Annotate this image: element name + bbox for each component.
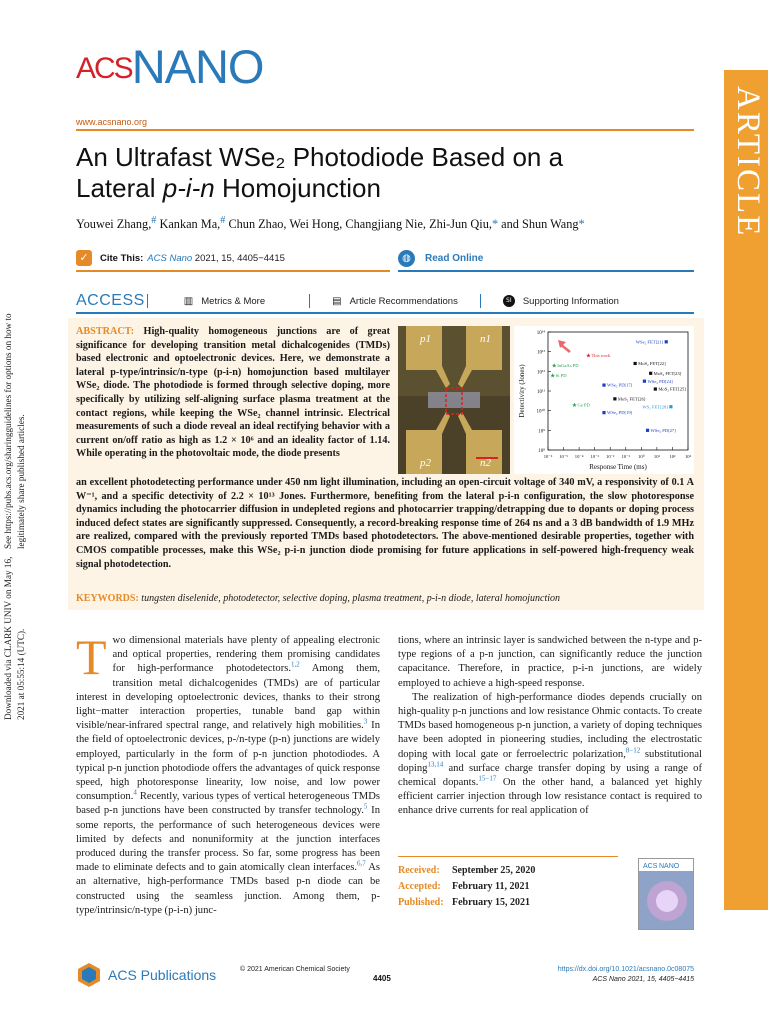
acs-publications-icon <box>76 962 102 988</box>
right-paragraph-1: tions, where an intrinsic layer is sandwiched between the n-type and p-type regions of a p-n junction, can significantly reduce the junction capacitance. Therefore, in practice, p-i-n junctions, are widely employed to achieve a high-speed response. <box>398 635 702 689</box>
logo-nano: NANO <box>131 40 264 93</box>
right-text-1: The realization of high-performance diodes depends crucially on high-quality p-n junctions and low resistance Ohmic contacts. To create TMDs based homogeneous p-n junction, a variety of doping techniques have been adopted in pioneering studies, including the electrostatic doping with local gate or ferroelectric polarization, <box>398 691 702 760</box>
data-point <box>665 340 668 343</box>
data-point-label: MoS₂ FET[25] <box>658 386 686 392</box>
y-tick-label: 10¹⁰ <box>536 409 545 415</box>
keywords-label: KEYWORDS: <box>76 593 139 604</box>
supporting-info-button[interactable] <box>503 295 619 307</box>
abstract-narrow <box>76 325 390 461</box>
data-point <box>634 362 637 365</box>
title-line2-b: Homojunction <box>214 173 381 203</box>
bar-chart-icon: ▥ <box>183 295 194 307</box>
data-point-label: MoS₂ FET[23] <box>653 370 682 376</box>
data-point: ★ <box>549 372 556 380</box>
data-point <box>649 372 652 375</box>
read-online-label: Read Online <box>425 252 484 264</box>
data-point-label: MoS₂ FET[22] <box>638 361 666 367</box>
x-tick-label: 10⁻⁴ <box>574 454 584 459</box>
data-point: ★ <box>585 352 592 360</box>
left-text-4: Recently, various types of vertical heterogeneous TMDs based p-n junctions have been constructed by transfer technology. <box>76 791 380 817</box>
footer-citation: ACS Nano 2021, 15, 4405−4415 <box>592 976 694 983</box>
y-tick-label: 10⁸ <box>538 449 545 454</box>
contact-label-p2: p2 <box>420 457 431 469</box>
body-left-column <box>76 629 380 918</box>
data-point <box>602 384 605 387</box>
article-type-label: ARTICLE <box>730 86 766 238</box>
recommendations-label: Article Recommendations <box>349 295 458 307</box>
data-point-label: WSe₂ PD[17] <box>607 382 633 388</box>
cite-label: Cite This: <box>100 252 144 264</box>
publication-dates <box>398 856 618 911</box>
author-group-3[interactable]: Chun Zhao, Wei Hong, Changjiang Nie, Zhi-Jun Qiu, <box>225 217 492 232</box>
document-icon: ▤ <box>332 295 342 307</box>
logo-acs: ACS <box>76 52 132 85</box>
data-point-label: WSe₂ PD[27] <box>650 427 676 433</box>
ref-link[interactable]: 6,7 <box>356 859 366 868</box>
ref-link[interactable]: 4 <box>133 788 137 797</box>
corresponding-author-mark-2[interactable]: * <box>578 217 585 232</box>
received-row <box>398 863 618 879</box>
title-line1: An Ultrafast WSe₂ Photodiode Based on a <box>76 142 564 172</box>
left-text-6: As an alternative, high-performance TMDs based p-n diode can be constructed using the seamless junction. Among them, p-type/intrinsic/n-type (p-i-n) junc- <box>76 862 380 916</box>
y-tick-label: 10¹⁴ <box>536 331 545 336</box>
contact-label-n1: n1 <box>480 333 491 345</box>
copyright: © 2021 American Chemical Society <box>240 966 350 973</box>
left-text-1: wo dimensional materials have plenty of appealing electronic and optical properties, rendering them promising candidates for high-performance photodetectors. <box>112 635 380 675</box>
y-tick-label: 10¹² <box>537 370 545 376</box>
cover-logo-acs: ACS <box>643 863 658 870</box>
page-number: 4405 <box>373 974 391 983</box>
data-point <box>602 411 605 414</box>
data-point-label: WSe₂ FET[21] <box>635 339 664 345</box>
globe-icon: ◍ <box>398 250 415 267</box>
left-text-2: Among them, transition metal dichalcogenides (TMDs) are of particular interest in developing optoelectronic devices, thanks to their strong light−matter interaction properties, tunable band gap within visible/near-infrared spectral range, and relatively high mobilities. <box>76 663 380 732</box>
right-text-2: substitutional doping <box>398 748 702 774</box>
right-text-4: On the other hand, a balanced yet highly efficient carrier injection through low resistance contact is required to enhance drive currents for real application of <box>398 777 702 817</box>
device-micrograph <box>398 326 510 474</box>
published-row <box>398 895 618 911</box>
detectivity-chart-svg <box>514 326 694 474</box>
x-tick-label: 10⁻² <box>606 454 615 459</box>
supporting-info-label: Supporting Information <box>522 295 619 307</box>
journal-website-link[interactable]: www.acsnano.org <box>76 117 148 127</box>
contact-label-n2: n2 <box>480 457 491 469</box>
data-point-label: WSe₂ PD[19] <box>607 410 633 416</box>
abstract-wide: an excellent photodetecting performance under 450 nm light illumination, including an open-circuit voltage of 340 mV, a responsivity of 0.1 A W⁻¹, and a specific detectivity of 2.2 × 10¹³ Jones. Furthermore, benefiting from the lateral p-i-n configuration, the slow photoresponse dynamics including the photocarrier diffusion in undepleted regions and photocarrier trapping/detrapping due to dopants or doping process induced defect states are significantly suppressed. Consequently, a record-breaking response time of 264 ns and a 3 dB bandwidth of 1.9 MHz are realized, compared with the previously reported TMDs based photodetectors. The above-mentioned desirable properties, together with CMOS compatible processes, make this WSe₂ p-i-n junction diode promising for future applications in self-powered high-frequency weak signal photodetection. <box>76 477 694 570</box>
body-right-column <box>398 634 702 819</box>
keywords <box>76 593 694 604</box>
data-point <box>643 380 646 383</box>
right-paragraph-2 <box>398 691 702 819</box>
download-notice-line2: See https://pubs.acs.org/sharingguidelines for options on how to legitimately share published articles. <box>3 312 26 549</box>
ref-link[interactable]: 8−12 <box>625 746 641 755</box>
x-tick-label: 10⁻⁵ <box>559 454 568 459</box>
data-point <box>669 405 672 408</box>
metrics-button[interactable] <box>184 296 265 307</box>
x-tick-label: 10² <box>669 454 676 459</box>
acs-publications-label: ACS Publications <box>108 967 217 983</box>
author-group-4[interactable]: and Shun Wang <box>498 217 579 232</box>
corresponding-author-mark[interactable]: * <box>491 217 499 232</box>
x-tick-label: 10¹ <box>653 454 660 459</box>
published-label: Published: <box>398 897 444 908</box>
download-notice-line1: Downloaded via CLARK UNIV on May 16, 2021 at 05:55:14 (UTC). <box>3 556 26 720</box>
data-point <box>646 429 649 432</box>
data-point <box>654 387 657 390</box>
doi-link[interactable]: https://dx.doi.org/10.1021/acsnano.0c08075 <box>557 966 694 973</box>
abstract-label: ABSTRACT: <box>76 326 135 337</box>
access-divider-3 <box>480 294 481 308</box>
journal-logo[interactable] <box>76 40 264 93</box>
doi-block <box>558 965 694 985</box>
journal-cover-thumbnail[interactable] <box>638 858 694 930</box>
contact-label-p1: p1 <box>420 333 431 345</box>
access-bar <box>76 290 694 314</box>
cite-reference[interactable] <box>147 253 285 264</box>
article-title <box>76 142 696 204</box>
cite-journal: ACS Nano <box>147 252 193 264</box>
data-point: ★ <box>551 362 557 370</box>
data-point-label: WSe₂ PD[24] <box>647 378 673 384</box>
cite-ref: 2021, 15, 4405−4415 <box>192 252 285 264</box>
author-list <box>76 215 706 232</box>
received-label: Received: <box>398 865 440 876</box>
access-label: ACCESS <box>76 292 145 309</box>
access-divider <box>147 294 148 308</box>
data-point-label: InGaAs PD <box>557 363 579 369</box>
published-date: February 15, 2021 <box>452 897 531 908</box>
data-point-label: WS₂ FET[28] <box>642 404 668 410</box>
title-line2-a: Lateral <box>76 173 163 203</box>
equal-contribution-mark-2[interactable]: # <box>220 215 226 226</box>
metrics-label: Metrics & More <box>201 295 266 307</box>
y-tick-label: 10¹¹ <box>537 390 545 395</box>
x-tick-label: 10⁰ <box>638 454 645 459</box>
received-date: September 25, 2020 <box>452 865 536 876</box>
y-tick-label: 10⁹ <box>538 429 545 435</box>
right-text-3: and surface charge transfer doping by using a range of chemical dopants. <box>398 762 702 789</box>
x-tick-label: 10⁻³ <box>590 454 599 459</box>
data-point <box>613 397 616 400</box>
keywords-list: tungsten diselenide, photodetector, selective doping, plasma treatment, p-i-n diode, lateral homojunction <box>141 593 561 604</box>
equal-contribution-mark[interactable]: # <box>151 215 157 226</box>
x-axis-label: Response Time (ms) <box>589 463 647 471</box>
device-micrograph-svg <box>398 326 510 474</box>
left-text-3: In the field of optoelectronic devices, p-/n-type (p-n) junctions are widely employed, particularly in the form of p-n junction photodiodes. A typical p-n junction photodiode offers the advantages of quick response speed, high photoresponse linearity, low noise, and low power consumption. <box>76 720 380 803</box>
y-tick-label: 10¹³ <box>537 350 545 356</box>
data-point: ★ <box>571 401 578 409</box>
author-group-1[interactable]: Youwei Zhang, <box>76 217 152 232</box>
cover-logo-nano: NANO <box>659 863 680 870</box>
header-divider <box>76 129 694 131</box>
ref-link[interactable]: 1,2 <box>291 660 300 669</box>
data-point-label: Ge PD <box>577 402 590 408</box>
left-text-5: In some reports, the performance of such heterogeneous devices were limited by defects and nonuniformity at the junction interfaces produced during the transfer process. So far, some progress has been made to eliminate defects and to gain atomically clean interfaces. <box>76 805 380 874</box>
ref-link[interactable]: 13,14 <box>427 760 444 769</box>
ref-link[interactable]: 3 <box>363 717 368 726</box>
acs-publications-logo[interactable] <box>76 962 216 988</box>
author-group-2[interactable]: Kankan Ma, <box>156 217 221 232</box>
journal-cover-image <box>639 859 694 930</box>
detectivity-chart <box>514 326 694 474</box>
cite-this-bar[interactable] <box>76 246 390 272</box>
download-notice <box>2 300 38 720</box>
data-point-label: Si PD <box>555 372 567 378</box>
recommendations-button[interactable] <box>332 296 458 307</box>
drop-cap: T <box>76 629 107 685</box>
access-divider-2 <box>309 294 310 308</box>
ref-link[interactable]: 15−17 <box>478 774 497 783</box>
accepted-label: Accepted: <box>398 881 441 892</box>
abstract-narrow-text: High-quality homogeneous junctions are of great significance for developing transition metal dichalcogenides (TMDs) based electronic and optoelectronic devices. Here, we demonstrate a lateral p-type/intrinsic/n-type (p-i-n) homojunction based multilayer WSe₂ diode. The photodiode is formed through selective doping, more specifically by utilizing self-aligning surface plasma treatment at the contact regions, while keeping the WSe₂ channel intrinsic. Electrical measurements of such a diode reveal an ideal rectifying behavior with a current on/off ratio as high as 1.2 × 10⁶ and an ideality factor of 1.14. While operating in the photovoltaic mode, the diode presents <box>76 326 390 460</box>
accepted-row <box>398 879 618 895</box>
title-line2-italic: p-i-n <box>162 173 215 203</box>
read-online-button[interactable] <box>398 246 694 272</box>
ref-link[interactable]: 5 <box>363 802 368 811</box>
supporting-info-icon: SI <box>503 295 515 307</box>
x-tick-label: 10⁻⁶ <box>543 454 553 459</box>
data-point-label: MoS₂ FET[26] <box>617 396 646 402</box>
check-icon: ✓ <box>76 250 92 266</box>
y-axis-label: Detectivity (Jones) <box>518 364 526 418</box>
accepted-date: February 11, 2021 <box>452 881 530 892</box>
data-point-label: This work <box>591 353 611 359</box>
x-tick-label: 10⁻¹ <box>621 454 630 459</box>
x-tick-label: 10³ <box>685 454 691 459</box>
